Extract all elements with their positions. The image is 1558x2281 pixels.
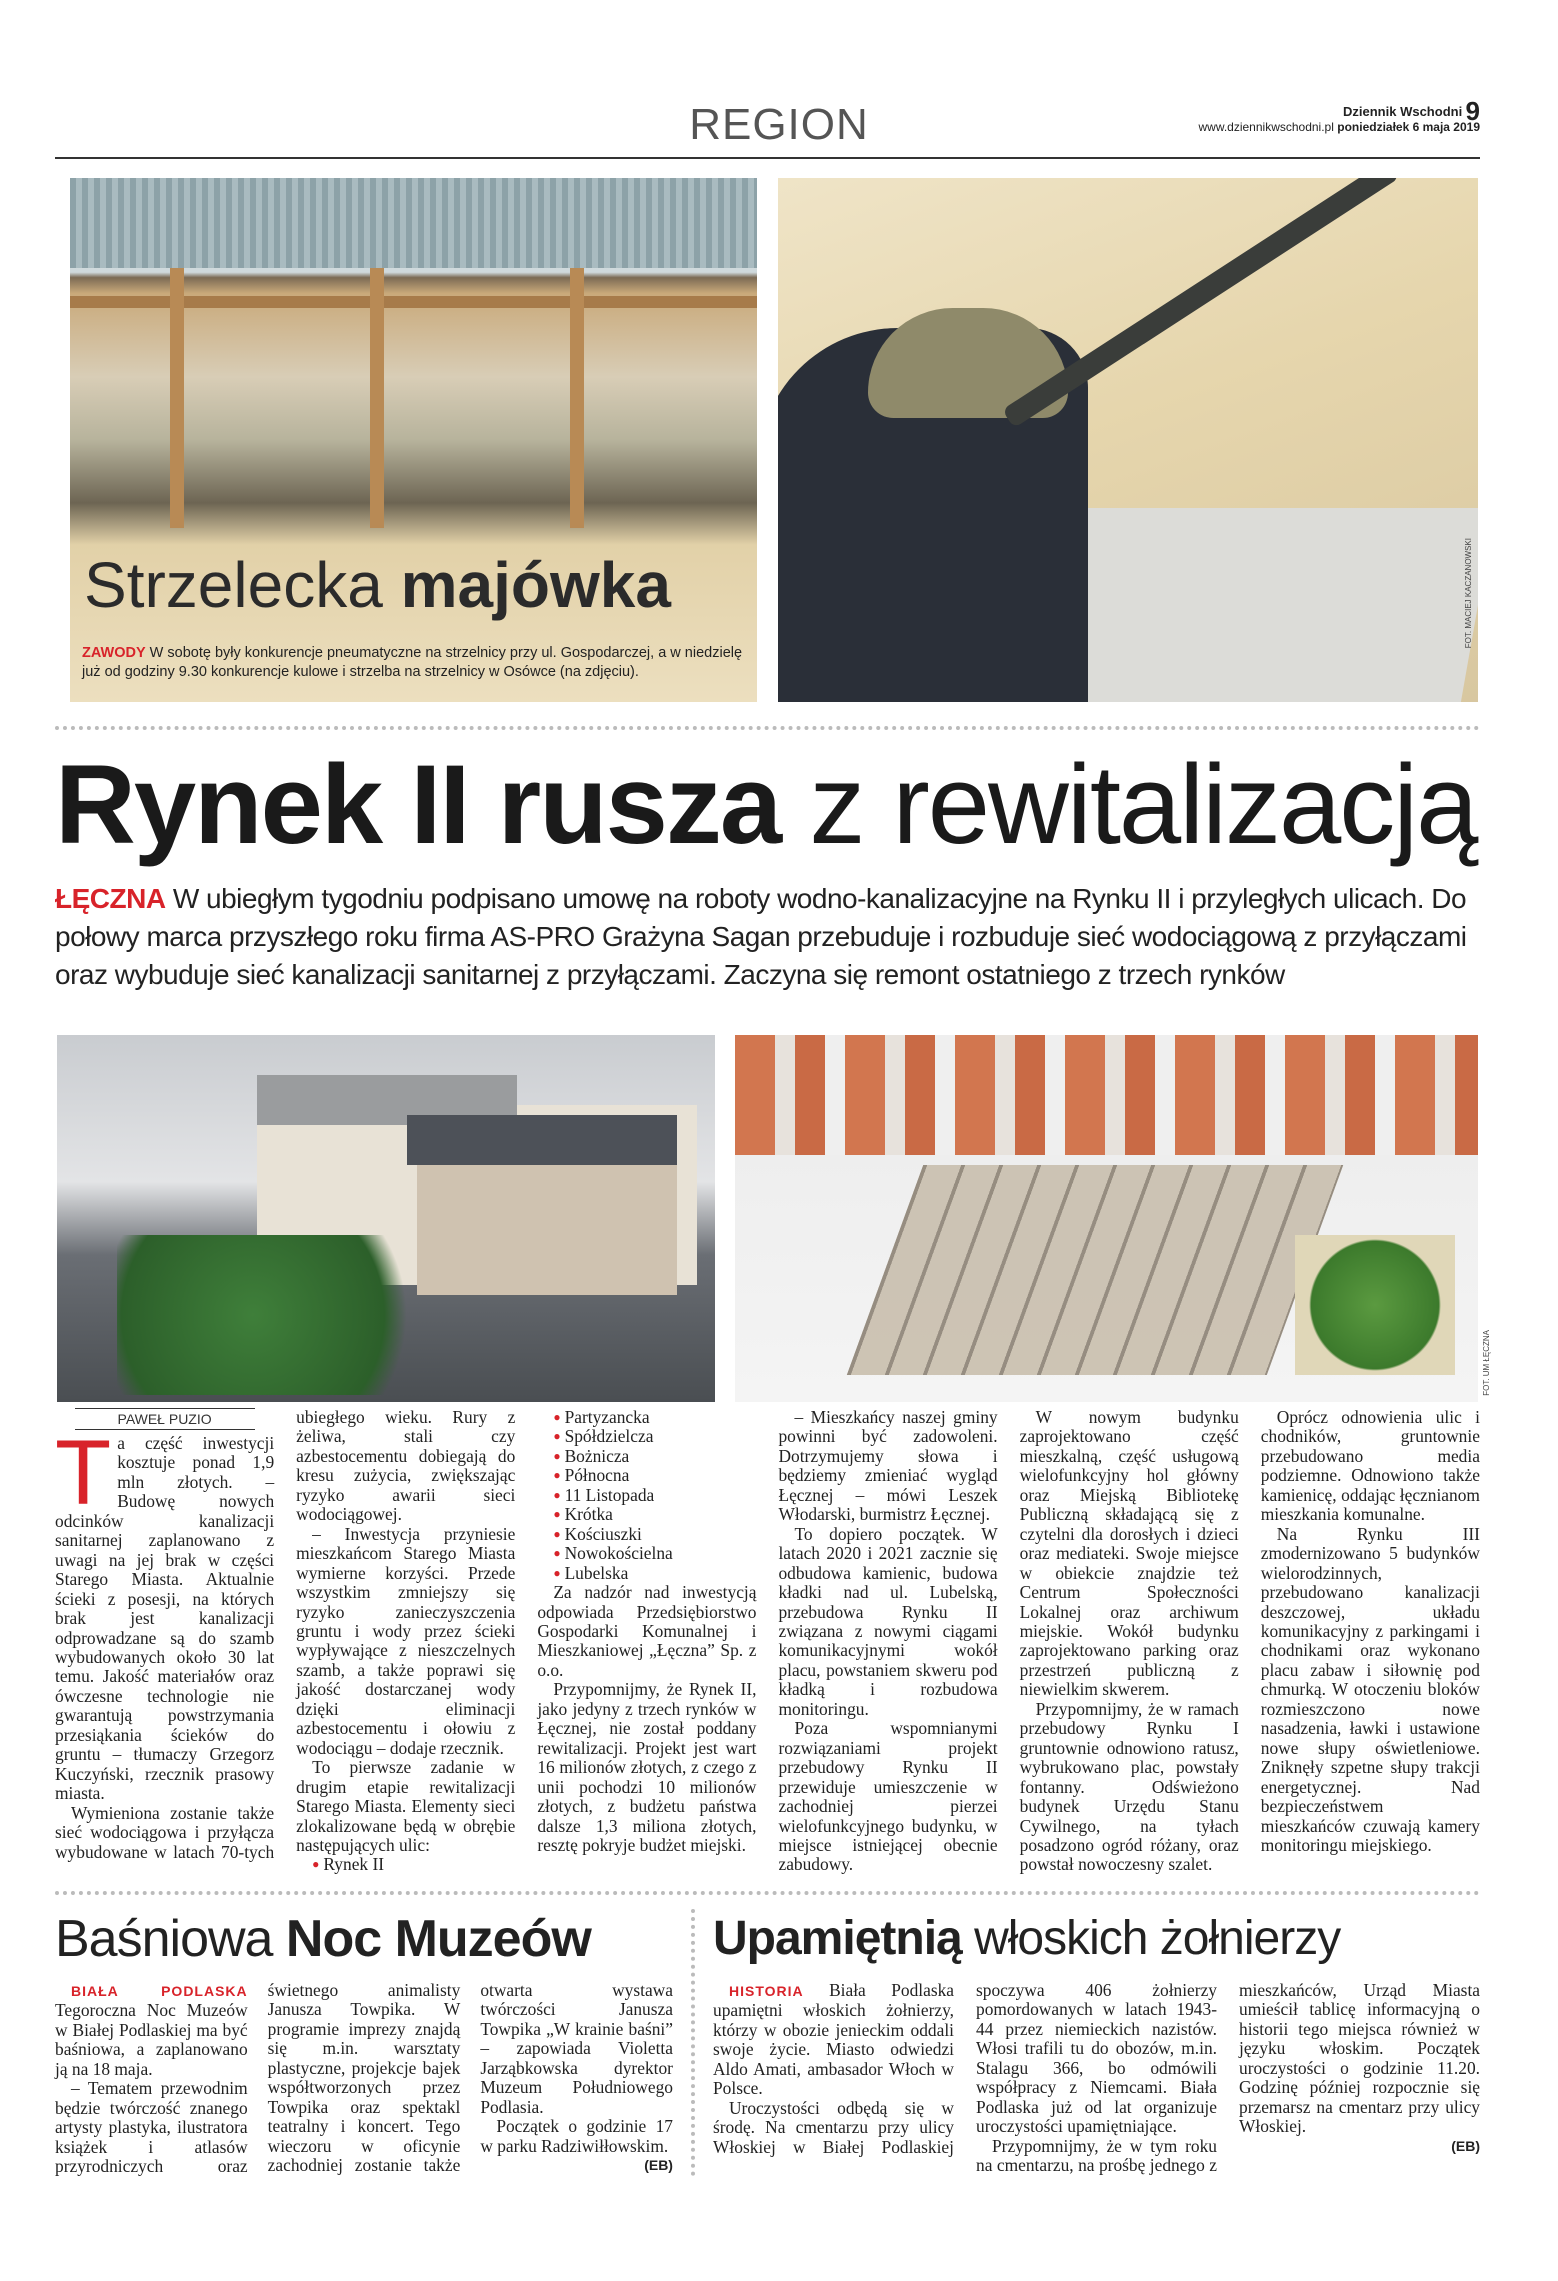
shooting-range-photo (70, 178, 757, 702)
article-paragraph: Za nadzór nad inwestycją odpowiada Przedsiębiorstwo Gospodarki Komunalnej i Mieszkaniowej „Łęczna” Sp. z o.o. (537, 1582, 757, 1680)
drop-cap: T (55, 1422, 112, 1524)
article-paragraph: HISTORIA Biała Podlaska upamiętni włoskich żołnierzy, którzy w obozie jenieckim oddali swoje życie. Miasto odwiedzi Aldo Amati, ambasador Włoch w Polsce. (713, 1979, 954, 2099)
street-item: ● Partyzancka (553, 1408, 756, 1427)
street-item: ● Nowokościelna (553, 1544, 756, 1563)
byline: PAWEŁ PUZIO (75, 1408, 255, 1430)
dotted-divider (55, 726, 1480, 730)
article-paragraph: – Mieszkańcy naszej gminy powinni być zadowoleni. Dotrzymujemy słowa i będziemy zmieniać wygląd Łęcznej – mówi Leszek Włodarski, burmistrz Łęcznej. (778, 1407, 998, 1525)
article-paragraph: – Inwestycja przyniesie mieszkańcom Starego Miasta wymierne korzyści. Przede wszystkim zmniejszy się ryzyko zanieczyszczenia gruntu i wody przez ścieki wypływające z nieszczelnych szamb, a także poprawi się jakość dostarczanej wody dzięki eliminacji azbestocementu i ołowiu z wodociągu – dodaje rzecznik. (296, 1523, 516, 1758)
article-paragraph: Wymieniona zostanie także sieć wodociągowa i przyłącza wybudowane w latach 70-tych ubiegłego wieku. Rury z żeliwa, stali czy azbestocementu dobiegają do kresu zużycia, zwiększając ryzyko awarii sieci wodociągowej. (55, 1407, 516, 1862)
article-paragraph: Przypomnijmy, że w ramach przebudowy Rynku I gruntownie odnowiono ratusz, wybrukowano plac, powstały fontanny. Odświeżono budynek Urzędu Stanu Cywilnego, na tyłach posadzono ogród różany, oraz powstał nowoczesny szalet. (1019, 1698, 1239, 1875)
street-item: ● Kościuszki (553, 1525, 756, 1544)
masthead (1198, 96, 1481, 135)
soldiers-headline: Upamiętnią włoskich żołnierzy (713, 1911, 1341, 1965)
photo-story-title: Strzelecka majówka (84, 549, 671, 621)
post-shape (570, 268, 584, 528)
plaza-shape (847, 1165, 1343, 1375)
square-rendering (735, 1035, 1478, 1402)
museum-article-body (55, 1981, 673, 2177)
paper-name: Dziennik Wschodni (1343, 104, 1463, 119)
article-paragraph: Przypomnijmy, że Rynek II, jako jedyny z trzech rynków w Łęcznej, nie został poddany rewitalizacji. Projekt jest wart 16 milionów złotych, z czego z unii pochodzi 10 milionów złotych, z budżetu państwa dalsze 1,3 miliona złotych, resztę pokryje budżet miejski. (537, 1679, 757, 1855)
trees-shape (117, 1235, 457, 1395)
main-headline: Rynek II rusza z rewitalizacją (55, 742, 1477, 867)
street-item: ● Rynek II (312, 1855, 515, 1874)
photo-credit: FOT. MACIEJ KACZANOWSKI (1464, 538, 1473, 649)
street-item: ● Północna (553, 1466, 756, 1485)
page-number: 9 (1465, 96, 1480, 126)
bottom-articles (55, 1909, 1480, 2177)
street-item: ● Spółdzielcza (553, 1427, 756, 1446)
street-item: ● Lubelska (553, 1564, 756, 1583)
article-paragraph: – Tematem przewodnim będzie twórczość znanego artysty plastyka, ilustratora książek i atlasów przyrodniczych oraz świetnego animalisty Janusza Towpika. W programie imprezy znajdą się m.in. warsztaty plastyczne, projekcje bajek współtworzonych przez Towpika oraz spektakl teatralny i koncert. Tego wieczoru w oficynie zachodniej zostanie także otwarta wystawa twórczości Janusza Towpika „W krainie baśni” – zapowiada Violetta Jarząbkowska dyrektor Muzeum Południowego Podlasia. (55, 1979, 673, 2176)
roof-shape (407, 1115, 677, 1165)
soldiers-article (695, 1909, 1480, 2177)
article-paragraph: To pierwsze zadanie w drugim etapie rewitalizacji Starego Miasta. Elementy sieci zlokalizowane będą w obrębie następujących ulic: (296, 1757, 516, 1855)
article-paragraph: BIAŁA PODLASKA Tegoroczna Noc Muzeów w Białej Podlaskiej ma być baśniowa, a zaplanowano ją na 18 maja. (55, 1982, 248, 2079)
article-paragraph: W nowym budynku zaprojektowano część mieszkalną, część usługową wielofunkcyjny hol główny oraz Miejską Bibliotekę Publiczną składającą się z czytelni dla dorosłych i dzieci oraz mediateki. Swoje miejsce w obiekcie znajdzie też Centrum Społeczności Lokalnej oraz archiwum miejskie. Wokół budynku zaprojektowano parking oraz przestrzeń publiczną z niewielkim skwerem. (1019, 1407, 1239, 1700)
article-paragraph: Uroczystości odbędą się w środę. Na cmentarzu przy ulicy Włoskiej w Białej Podlaskiej spoczywa 406 żołnierzy pomordowanych w latach 1943-44 przez niemieckich nazistów. Włosi trafili tu do obozów, m.in. Stalagu 366, bo odmówili współpracy z Niemcami. Biała Podlaska już od lat organizuje uroczystości upamiętniające. (713, 1979, 1217, 2157)
author-signature: (EB) (644, 2156, 673, 2173)
article-paragraph: Przypomnijmy, że w tym roku na cmentarzu, na prośbę jednego z mieszkańców, Urząd Miasta umieścił tablicę informacyjną o historii tego miejsca również w języku włoskim. Początek uroczystości o godzinie 11.20. Godzinę później rozpocznie się przemarsz na cmentarz przy ulicy Włoskiej. (976, 1979, 1480, 2175)
dotted-divider (55, 1891, 1480, 1895)
lower-section (55, 1408, 1480, 2176)
building-rendering (57, 1035, 715, 1402)
article-paragraph: Początek o godzinie 17 w parku Radziwiłłowskim. (480, 2116, 673, 2156)
post-shape (370, 268, 384, 528)
photo-caption: ZAWODY W sobotę były konkurencje pneumatyczne na strzelnicy przy ul. Gospodarczej, a w niedzielę już od godziny 9.30 konkurencje kulowe i strzelba na strzelnicy w Osówce (na zdjęciu). (82, 645, 743, 680)
post-shape (170, 268, 184, 528)
soldiers-article-body (713, 1981, 1480, 2176)
issue-date: poniedziałek 6 maja 2019 (1337, 120, 1480, 134)
section-title: REGION (689, 100, 869, 149)
lead-paragraph: ŁĘCZNA W ubiegłym tygodniu podpisano umowę na roboty wodno-kanalizacyjne na Rynku II i przyległych ulicach. Do połowy marca przyszłego roku firma AS-PRO Grażyna Sagan przebuduje i rozbuduje sieć wodociągową z przyłączami oraz wybuduje sieć kanalizacji sanitarnej z przyłączami. Zaczyna się remont ostatniego z trzech rynków (55, 883, 1467, 990)
article-paragraph: Na Rynku III zmodernizowano 5 budynków wielorodzinnych, przebudowano kanalizacji deszczowej, układu komunikacyjny z parkingami i chodnikami oraz wykonano placu zabaw i siłownię pod chmurką. W otoczeniu bloków rozmieszczono nowe nasadzenia, ławki i ustawione nowe słupy oświetleniowe. Zniknęły szpetne słupy trakcji energetycznej. Nad bezpieczeństwem mieszkańców czuwają kamery monitoringu miejskiego. (1260, 1523, 1480, 1855)
roof-shape (70, 178, 757, 268)
street-item: ● 11 Listopada (553, 1486, 756, 1505)
main-article-body (55, 1408, 1480, 1875)
author-signature: (EB) (1451, 2137, 1480, 2154)
roofs-shape (735, 1035, 1478, 1155)
museum-headline: Baśniowa Noc Muzeów (55, 1909, 591, 1968)
article-paragraph: To dopiero początek. W latach 2020 i 2021 zacznie się odbudowa kamienic, budowa kładki nad ul. Lubelską, przebudowa Rynku II związana z nowymi ciągami komunikacyjnymi wokół placu, powstaniem skweru pod kładką i rozbudowa monitoringu. (778, 1523, 998, 1719)
header-rule (55, 157, 1480, 159)
sniper-photo (778, 178, 1478, 702)
article-paragraph: Poza wspomnianymi rozwiązaniami projekt przebudowy Rynku II przewiduje umieszczenie w zachodniej pierzei wielofunkcyjnego budynku, w miejsce istniejącej obecnie zabudowy. (778, 1718, 998, 1875)
article-paragraph: Oprócz odnowienia ulic i chodników, gruntownie przebudowano media podziemne. Odnowiono także kamienicę, oddając łęcznianom mieszkania komunalne. (1260, 1407, 1480, 1525)
green-shape (1295, 1235, 1455, 1375)
rifle-shape (1002, 178, 1400, 428)
image-credit: FOT. UM ŁĘCZNA (1482, 1330, 1491, 1396)
street-item: ● Krótka (553, 1505, 756, 1524)
museum-article (55, 1909, 695, 2177)
street-item: ● Bożnicza (553, 1447, 756, 1466)
website-link[interactable]: www.dziennikwschodni.pl (1198, 120, 1334, 134)
article-paragraph: Ta część inwestycji kosztuje ponad 1,9 mln złotych. – Budowę nowych odcinków kanalizacji sanitarnej zaplanowano z uwagi na jej brak w części Starego Miasta. Aktualnie ścieki z posesji, na których brak jest kanalizacji odprowadzane są do szamb wybudowanych około 30 lat temu. Jakość materiałów oraz ówczesne technologie nie gwarantują powstrzymania przesiąkania ścieków do gruntu – tłumaczy Grzegorz Kuczyński, rzecznik prasowy miasta. (55, 1422, 275, 1804)
